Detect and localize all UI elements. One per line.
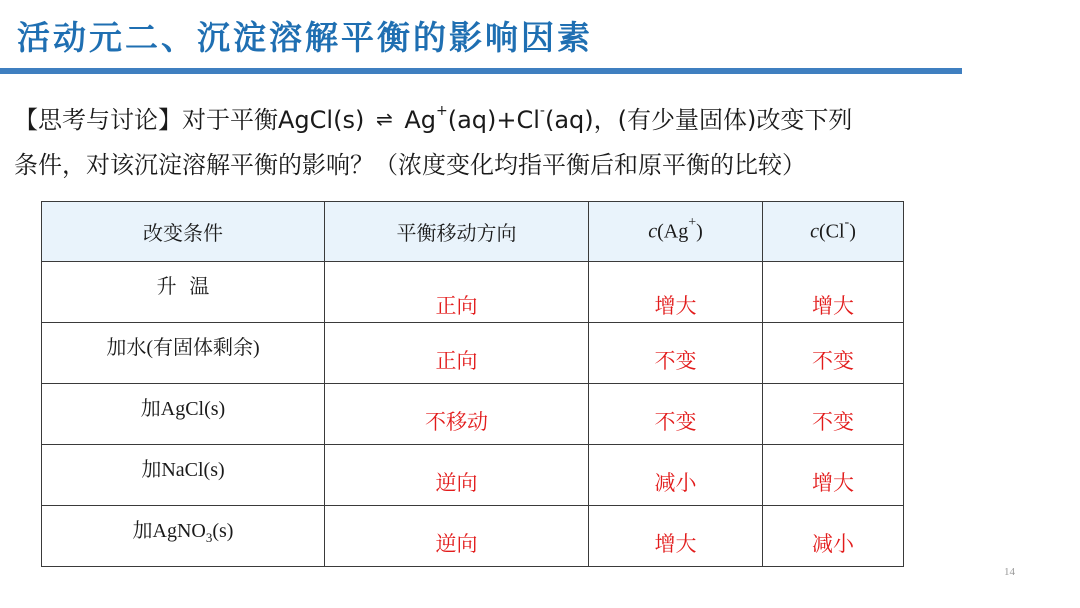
- discussion-ag: Ag: [396, 106, 436, 134]
- discussion-suffix: (aq)，(有少量固体)改变下列: [544, 106, 853, 134]
- ag-change-cell: [589, 323, 763, 384]
- header-ag-concentration: [589, 202, 763, 262]
- condition-part: 加: [141, 457, 162, 481]
- condition-text: [42, 514, 324, 543]
- condition-text: 升 温: [156, 274, 210, 298]
- equilibrium-table: [41, 201, 904, 567]
- ag-change-cell: [589, 262, 763, 323]
- direction-cell: [325, 506, 589, 567]
- table-row: [42, 384, 904, 445]
- page-title: 活动元二、沉淀溶解平衡的影响因素: [17, 18, 593, 57]
- condition-text: [42, 453, 324, 482]
- direction-cell: [325, 262, 589, 323]
- header-condition: 改变条件: [42, 202, 325, 262]
- page-number: 14: [1004, 566, 1015, 578]
- direction-cell: [325, 323, 589, 384]
- table-header-row: [42, 202, 904, 262]
- close-paren: ): [849, 220, 856, 243]
- condition-cell: [42, 506, 325, 567]
- direction-text: 逆向: [435, 532, 478, 556]
- condition-part: AgNO: [152, 520, 206, 542]
- condition-part: 加: [132, 518, 153, 542]
- discussion-aq1: (aq)+Cl: [447, 106, 540, 134]
- ag-change-text: 增大: [654, 294, 697, 318]
- cl-change-text: 减小: [812, 532, 854, 556]
- condition-part: (s): [212, 520, 234, 542]
- condition-part: (有固体剩余): [146, 337, 260, 359]
- table-row: [42, 506, 904, 567]
- condition-part: 加: [140, 396, 161, 420]
- direction-text: 正向: [435, 349, 478, 373]
- condition-part: NaCl(s): [161, 459, 225, 481]
- discussion-prefix: 【思考与讨论】对于平衡AgCl(s): [14, 106, 372, 134]
- table-row: [42, 445, 904, 506]
- condition-text: [42, 331, 324, 360]
- cl-change-cell: [763, 506, 904, 567]
- table-row: [42, 323, 904, 384]
- c-symbol: c: [810, 220, 819, 243]
- ag-ion-charge: +: [688, 215, 697, 231]
- cl-change-text: 不变: [812, 410, 854, 434]
- equilibrium-arrow: ⇌: [375, 107, 393, 131]
- ag-change-text: 不变: [654, 349, 697, 373]
- condition-cell: [42, 262, 325, 323]
- ag-change-text: 减小: [654, 471, 697, 495]
- direction-text: 正向: [435, 294, 478, 318]
- cl-change-cell: [763, 445, 904, 506]
- direction-text: 逆向: [435, 471, 478, 495]
- header-direction: 平衡移动方向: [325, 202, 589, 262]
- direction-cell: [325, 445, 589, 506]
- cl-change-text: 增大: [812, 471, 854, 495]
- cl-change-cell: [763, 384, 904, 445]
- header-cl-concentration: [763, 202, 904, 262]
- direction-cell: [325, 384, 589, 445]
- cl-change-cell: [763, 262, 904, 323]
- condition-subscript: 3: [205, 530, 213, 545]
- condition-part: AgCl(s): [160, 398, 226, 420]
- ag-ion: (Ag: [657, 220, 689, 243]
- cl-ion-charge: -: [844, 215, 850, 231]
- discussion-line-2: 条件，对该沉淀溶解平衡的影响？（浓度变化均指平衡后和原平衡的比较）: [14, 151, 806, 179]
- c-symbol: c: [648, 220, 658, 243]
- condition-part: 加水: [106, 335, 147, 359]
- cl-ion: (Cl: [818, 220, 845, 243]
- table-row: [42, 262, 904, 323]
- ag-change-text: 不变: [654, 410, 697, 434]
- condition-text: [42, 392, 324, 421]
- discussion-line-1: [14, 98, 852, 138]
- condition-cell: [42, 445, 325, 506]
- condition-cell: [42, 323, 325, 384]
- close-paren: ): [696, 220, 703, 243]
- direction-text: 不移动: [425, 410, 488, 434]
- cl-change-text: 增大: [812, 294, 854, 318]
- cl-change-text: 不变: [812, 349, 854, 373]
- ag-change-cell: [589, 506, 763, 567]
- ag-change-cell: [589, 445, 763, 506]
- condition-cell: [42, 384, 325, 445]
- ag-change-cell: [589, 384, 763, 445]
- cl-change-cell: [763, 323, 904, 384]
- title-divider: [0, 68, 962, 74]
- ag-change-text: 增大: [654, 532, 697, 556]
- cl-charge: -: [539, 103, 545, 119]
- ag-charge: +: [435, 103, 448, 119]
